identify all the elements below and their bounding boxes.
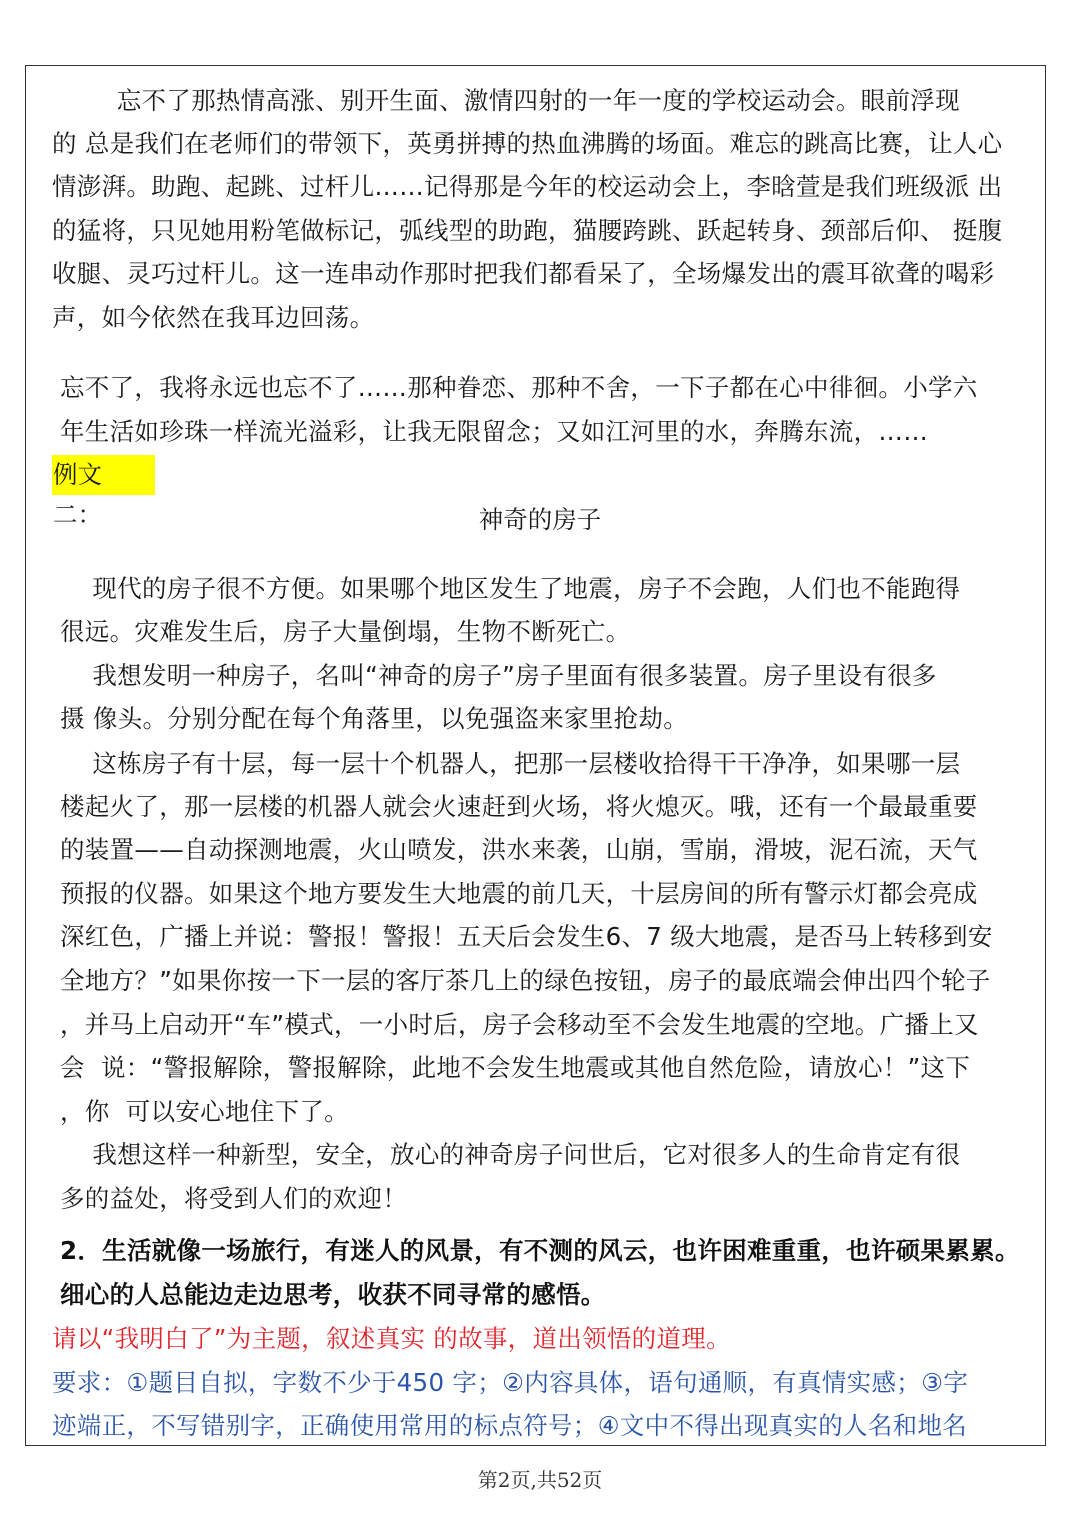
essay-line: ，你 可以安心地住下了。	[60, 1097, 349, 1126]
essay-line: 我想发明一种房子，名叫“神奇的房子”房子里面有很多装置。房子里设有很多	[60, 661, 937, 690]
essay-line: 很远。灾难发生后，房子大量倒塌，生物不断死亡。	[60, 617, 631, 646]
essay-line: 深红色，广播上并说：警报！警报！五天后会发生6、7 级大地震，是否马上转移到安	[60, 922, 993, 951]
page-number: 第2页,共52页	[477, 1468, 603, 1492]
paragraph1-line: 情澎湃。助跑、起跳、过杆儿……记得那是今年的校运动会上，李晗萱是我们班级派 出	[52, 172, 1003, 201]
prompt-topic: 请以“我明白了”为主题，叙述真实 的故事，道出领悟的道理。	[52, 1324, 731, 1353]
essay-line: 楼起火了，那一层楼的机器人就会火速赶到火场，将火熄灭。哦，还有一个最最重要	[60, 792, 978, 821]
prompt-line: 2．生活就像一场旅行，有迷人的风景，有不测的风云，也许困难重重，也许硕果累累。	[60, 1236, 1020, 1265]
paragraph1-line: 收腿、灵巧过杆儿。这一连串动作那时把我们都看呆了，全场爆发出的震耳欲聋的喝彩	[52, 259, 995, 288]
essay-line: 全地方？”如果你按一下一层的客厅茶几上的绿色按钮，房子的最底端会伸出四个轮子	[60, 966, 991, 995]
essay-line: 会 说：“警报解除，警报解除，此地不会发生地震或其他自然危险，请放心！”这下	[60, 1053, 971, 1082]
paragraph1-line: 的猛将，只见她用粉笔做标记，弧线型的助跑，猫腰跨跳、跃起转身、颈部后仰、 挺腹	[52, 216, 1003, 245]
paragraph1-line: 的 总是我们在老师们的带领下，英勇拼搏的热血沸腾的场面。难忘的跳高比赛，让人心	[52, 129, 1003, 158]
essay-line: ，并马上启动开“车”模式，一小时后，房子会移动至不会发生地震的空地。广播上又	[60, 1010, 979, 1039]
essay-line: 多的益处，将受到人们的欢迎！	[60, 1184, 408, 1213]
essay-line: 现代的房子很不方便。如果哪个地区发生了地震，房子不会跑，人们也不能跑得	[60, 574, 961, 603]
paragraph1-line: 忘不了那热情高涨、别开生面、激情四射的一年一度的学校运动会。眼前浮现	[52, 86, 960, 115]
prompt-line: 细心的人总能边走边思考，收获不同寻常的感悟。	[60, 1280, 606, 1309]
paragraph1-line: 声，如今依然在我耳边回荡。	[52, 303, 375, 332]
essay-line: 摄 像头。分别分配在每个角落里，以免强盗来家里抢劫。	[60, 704, 689, 733]
requirements-line: 要求：①题目自拟，字数不少于450 字；②内容具体，语句通顺，有真情实感；③字	[52, 1368, 969, 1397]
essay-line: 我想这样一种新型，安全，放心的神奇房子问世后，它对很多人的生命肯定有很	[60, 1140, 961, 1169]
essay-line: 这栋房子有十层，每一层十个机器人，把那一层楼收拾得干干净净，如果哪一层	[60, 749, 961, 778]
paragraph2-line: 年生活如珍珠一样流光溢彩，让我无限留念；又如江河里的水，奔腾东流，……	[60, 417, 928, 446]
essay-line: 的装置——自动探测地震，火山喷发，洪水来袭，山崩，雪崩，滑坡，泥石流，天气	[60, 835, 978, 864]
essay-line: 预报的仪器。如果这个地方要发生大地震的前几天，十层房间的所有警示灯都会亮成	[60, 879, 978, 908]
essay-title: 神奇的房子	[478, 505, 602, 534]
paragraph2-line: 忘不了，我将永远也忘不了……那种眷恋、那种不舍，一下子都在心中徘徊。小学六	[60, 373, 978, 402]
requirements-line: 迹端正，不写错别字，正确使用常用的标点符号；④文中不得出现真实的人名和地名	[52, 1411, 968, 1440]
example-tag: 例文 二：	[52, 455, 155, 495]
